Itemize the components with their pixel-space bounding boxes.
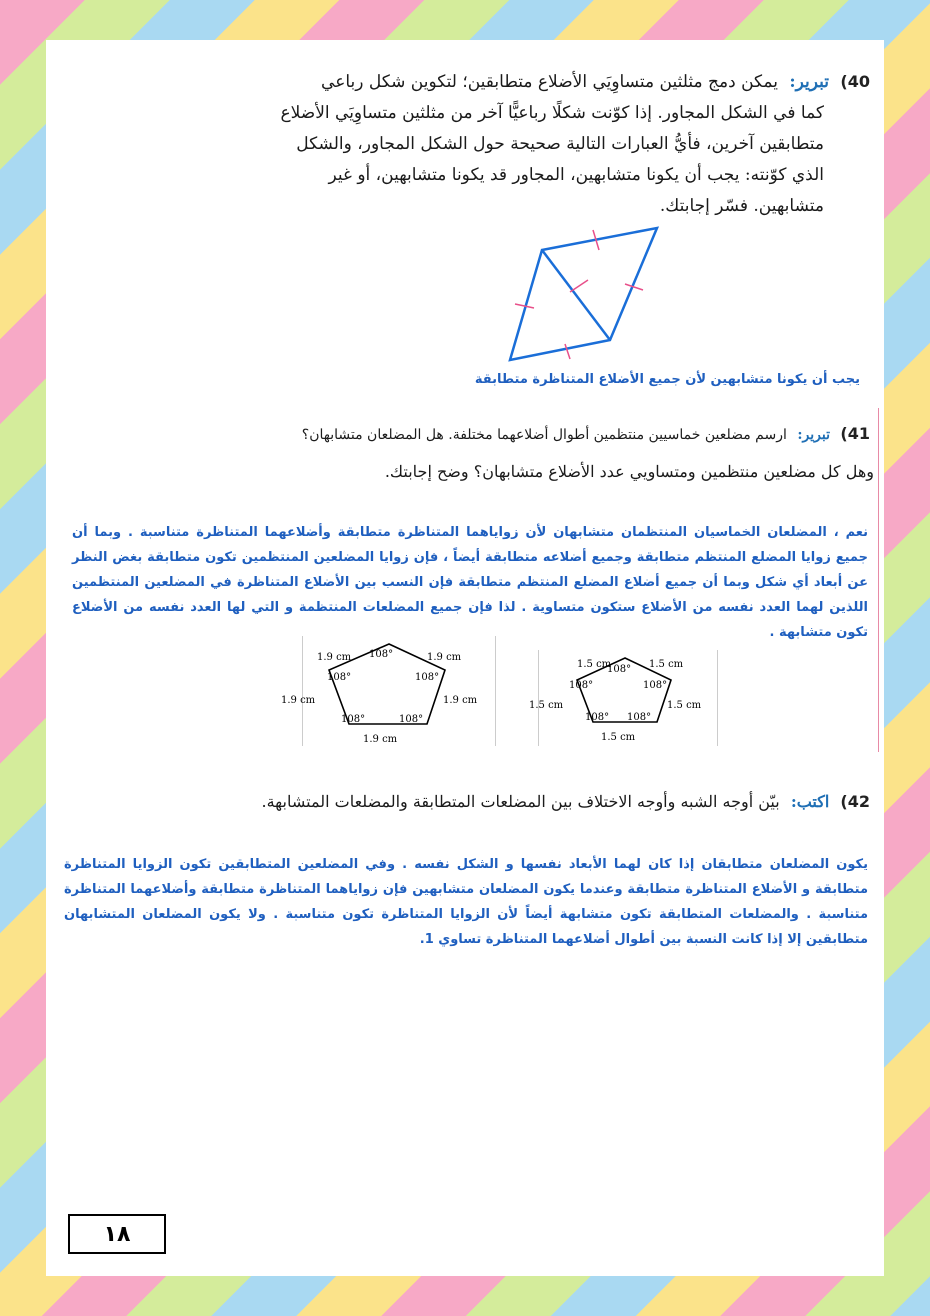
tick-mark: [565, 344, 570, 359]
question-42-tag: اكتب:: [790, 792, 830, 811]
question-40-number: 40): [840, 72, 870, 91]
question-41: [280, 420, 870, 449]
question-41-line-2: وهل كل مضلعين منتظمين ومتساويي عدد الأضلاع متشابهان؟ وضح إجابتك.: [384, 462, 874, 481]
question-40-line-5: متشابهين. فسّر إجابتك.: [659, 196, 824, 216]
pentagon-large-side-top-left: 1.9 cm: [317, 652, 352, 663]
pentagon-large-angle-right: 108°: [415, 672, 440, 683]
rhombus-figure: [500, 222, 670, 367]
rhombus-diagonal: [542, 250, 610, 340]
pentagon-small-side-top-left: 1.5 cm: [577, 659, 612, 670]
pentagon-figure-small: [529, 650, 718, 746]
pentagon-large-side-right: 1.9 cm: [443, 695, 478, 706]
question-40-line-2: كما في الشكل المجاور. إذا كوّنت شكلًا رباعيًّا آخر من مثلثين متساوِيَي الأضلاع: [280, 103, 824, 123]
tick-mark: [570, 280, 588, 292]
pentagon-large-angle-left: 108°: [327, 672, 352, 683]
question-40-line-1: يمكن دمج مثلثين متساوِيَي الأضلاع متطابقين؛ لتكوين شكل رباعي: [321, 72, 778, 92]
pentagon-large-side-left: 1.9 cm: [281, 695, 316, 706]
pentagon-figure-large: [281, 636, 496, 746]
question-42-answer: يكون المضلعان متطابقان إذا كان لهما الأبعاد نفسها و الشكل نفسه . وفي المضلعين المتطابقين تكون الزوايا المتناظرة متطابقة و الأضلاع المتناظرة متطابقة وعندما يكون المضلعان متشابهين فإن زواياهما المتناظرة متطابقة وأضلاعهما المتناظرة متناسبة . والمضلعات المتطابقة تكون متشابهة أيضاً لأن الزوايا المتناظرة تكون متناسبة . ولا يكون المضلعان المتشابهان متطابقين إلا إذا كانت النسبة بين أطوال أضلاعهما المتناظرة تساوي 1.: [64, 857, 868, 947]
question-42: [230, 786, 870, 817]
pentagon-small-angle-left: 108°: [569, 680, 594, 691]
pentagon-small-angle-right: 108°: [643, 680, 668, 691]
pentagon-small-side-right: 1.5 cm: [667, 700, 702, 711]
pentagon-large-angle-top: 108°: [369, 649, 394, 660]
question-40-line-4: الذي كوّنته: يجب أن يكونا متشابهين، المجاور قد يكونا متشابهين، أو غير: [328, 165, 824, 185]
pentagon-small-angle-bottom-left: 108°: [585, 712, 610, 723]
question-42-text: بيّن أوجه الشبه وأوجه الاختلاف بين المضلعات المتطابقة والمضلعات المتشابهة.: [261, 792, 780, 811]
pentagon-large-side-bottom: 1.9 cm: [363, 734, 398, 745]
question-40-tag: تبرير:: [789, 72, 830, 92]
question-41-number: 41): [840, 424, 870, 443]
pentagon-large-angle-bottom-right: 108°: [399, 714, 424, 725]
question-40-answer: يجب أن يكونا متشابهين لأن جميع الأضلاع المتناظرة متطابقة: [474, 372, 860, 387]
rhombus-outline: [510, 228, 657, 360]
question-42-number: 42): [840, 792, 870, 811]
pentagon-small-side-bottom: 1.5 cm: [601, 732, 636, 743]
pentagon-large-side-top-right: 1.9 cm: [427, 652, 462, 663]
question-41-answer: نعم ، المضلعان الخماسيان المنتظمان متشابهان لأن زواياهما المتناظرة متطابقة وأضلاعهما المتناظرة متناسبة . وبما أن جميع زوايا المضلع المنتظم متطابقة وجميع أضلاعه متطابقة أيضاً ، فإن زوايا المضلعين المنتظمين تكون متطابقة بغض النظر عن أبعاد أي شكل وبما أن جميع أضلاع المضلع المنتظم متطابقة فإن النسب بين الأضلاع المتناظرة في المضلعين المنتظمين اللذين لهما العدد نفسه من الأضلاع ستكون متساوية . لذا فإن جميع المضلعات المنتظمة و التي لها العدد نفسه من الأضلاع تكون متشابهة .: [72, 525, 868, 640]
margin-line: [878, 408, 879, 752]
question-40: [60, 66, 870, 222]
page-number: ١٨: [68, 1214, 166, 1254]
pentagon-small-side-left: 1.5 cm: [529, 700, 564, 711]
pentagon-small-angle-bottom-right: 108°: [627, 712, 652, 723]
pentagon-small-side-top-right: 1.5 cm: [649, 659, 684, 670]
question-40-line-3: متطابقين آخرين، فأيُّ العبارات التالية صحيحة حول الشكل المجاور، والشكل: [296, 134, 824, 154]
pentagon-large-angle-bottom-left: 108°: [341, 714, 366, 725]
question-41-line-1: ارسم مضلعين خماسيين منتظمين أطوال أضلاعهما مختلفة. هل المضلعان متشابهان؟: [301, 427, 787, 443]
question-41-tag: تبرير:: [797, 427, 830, 443]
pentagon-small-angle-top: 108°: [607, 664, 632, 675]
